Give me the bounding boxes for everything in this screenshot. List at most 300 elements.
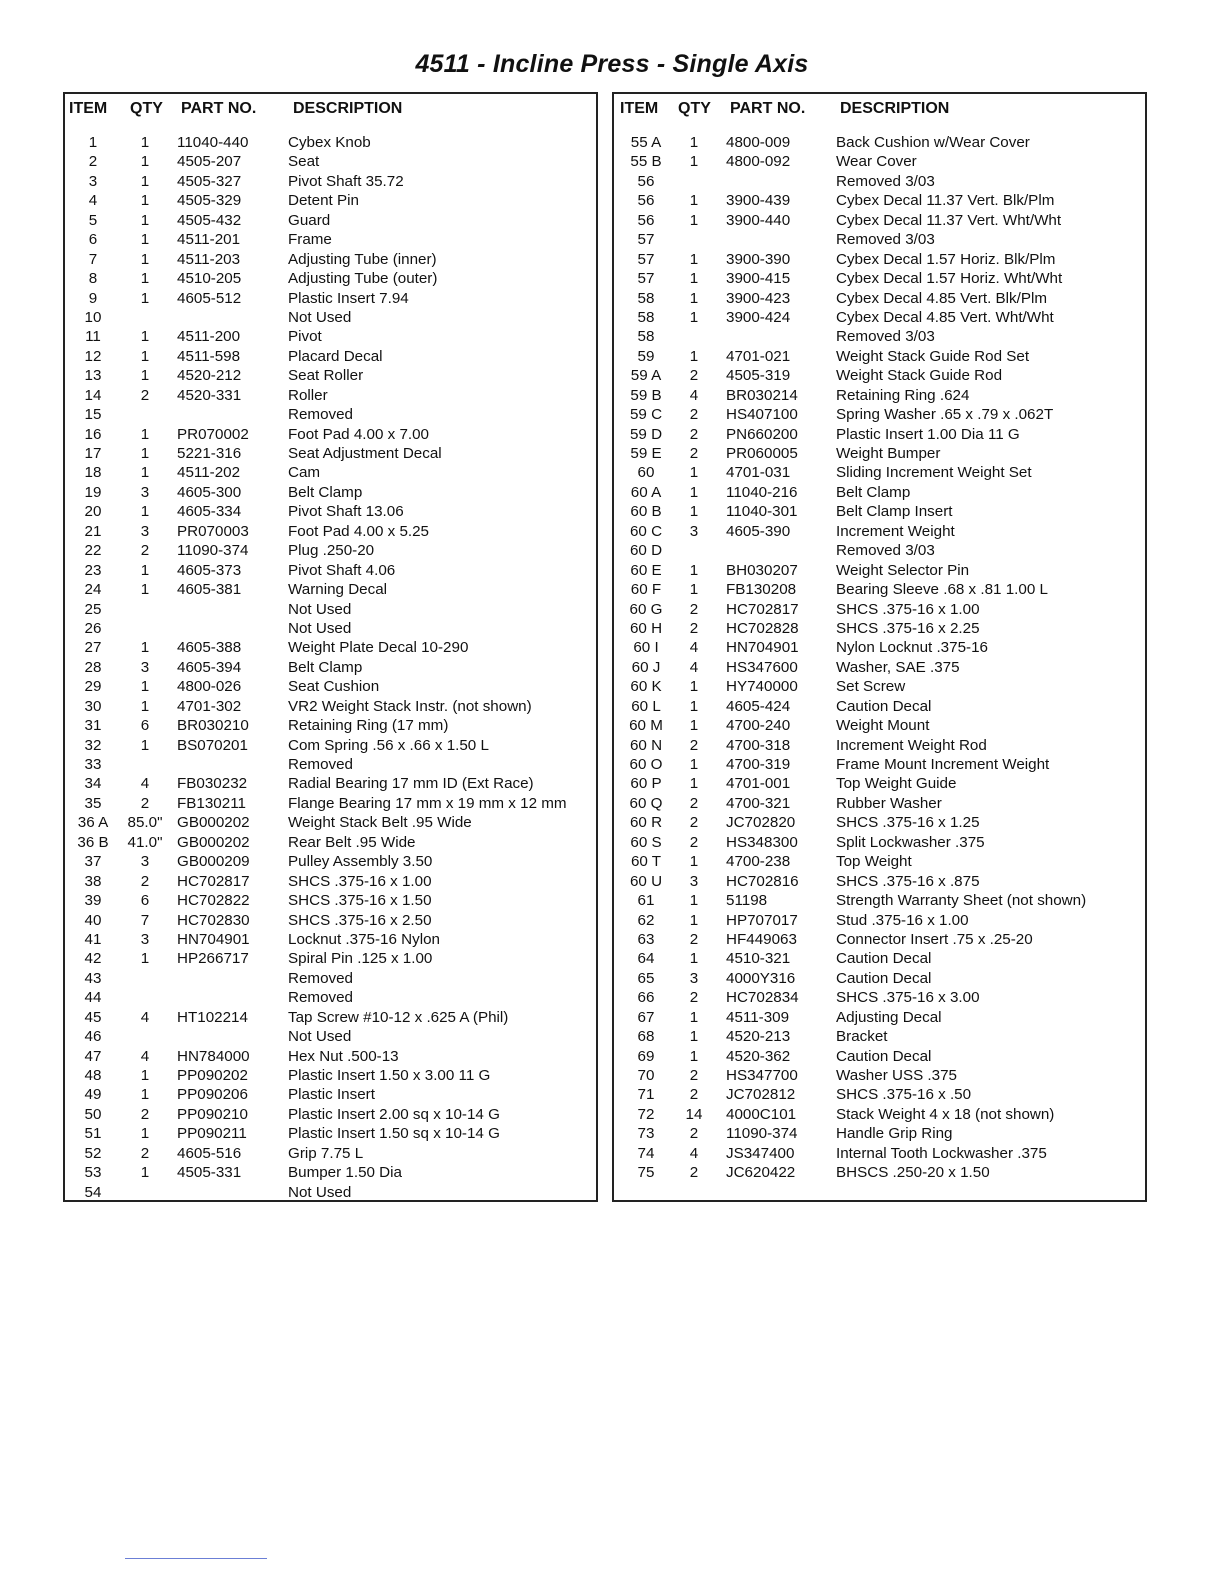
header-part-no: PART NO.	[730, 100, 806, 117]
table-row	[65, 444, 596, 463]
description-cell: Cam	[288, 464, 321, 482]
table-row	[614, 969, 1145, 988]
table-row	[65, 366, 596, 385]
description-cell: Seat Adjustment Decal	[288, 445, 442, 462]
item-cell: 59 A	[630, 367, 662, 385]
description-cell: SHCS .375-16 x 3.00	[836, 989, 980, 1007]
item-cell: 59 D	[629, 425, 663, 443]
part-no-cell: GB000202	[177, 814, 250, 832]
description-cell: Removed 3/03	[836, 542, 935, 560]
qty-cell: 1	[140, 367, 150, 385]
part-no-cell: HC702834	[726, 989, 799, 1007]
part-no-cell: 4605-300	[177, 483, 242, 501]
table-row	[614, 697, 1145, 716]
description-cell: SHCS .375-16 x 2.25	[836, 619, 980, 637]
qty-cell: 1	[689, 561, 699, 579]
description-cell: Internal Tooth Lockwasher .375	[836, 1144, 1047, 1162]
item-cell: 36 A	[77, 814, 109, 832]
table-row	[614, 133, 1145, 152]
item-cell: 40	[84, 911, 102, 929]
qty-cell: 1	[140, 1067, 150, 1084]
qty-cell: 3	[140, 853, 150, 871]
table-row	[65, 774, 596, 793]
description-cell: SHCS .375-16 x 1.25	[836, 814, 980, 832]
table-row	[614, 1124, 1145, 1143]
table-row	[614, 522, 1145, 541]
table-row	[65, 133, 596, 152]
item-cell: 4	[88, 192, 98, 210]
item-cell: 60 P	[630, 775, 662, 793]
item-cell: 60 R	[629, 814, 663, 832]
part-no-cell: 4700-318	[726, 736, 791, 754]
description-cell: Pivot	[288, 328, 322, 346]
item-cell: 8	[88, 270, 98, 288]
item-cell: 3	[88, 172, 98, 190]
qty-cell: 2	[689, 736, 699, 754]
item-cell: 61	[637, 892, 655, 910]
table-row	[614, 425, 1145, 444]
item-cell: 47	[84, 1047, 102, 1065]
item-cell: 11	[85, 328, 101, 346]
qty-cell: 2	[140, 386, 150, 404]
table-row	[65, 172, 596, 191]
part-no-cell: 4701-302	[177, 697, 242, 715]
table-row	[65, 541, 596, 560]
qty-cell: 4	[689, 1144, 699, 1162]
table-row	[65, 483, 596, 502]
qty-cell: 1	[689, 503, 699, 521]
description-cell: Washer, SAE .375	[836, 658, 960, 676]
part-no-cell: HC702817	[177, 872, 250, 890]
part-no-cell: 4701-031	[726, 464, 791, 482]
qty-cell: 2	[140, 1105, 150, 1123]
qty-cell: 1	[140, 192, 150, 210]
table-row	[614, 1047, 1145, 1066]
item-cell: 60 E	[630, 561, 662, 579]
qty-cell: 2	[689, 445, 699, 462]
part-no-cell: HN784000	[177, 1047, 250, 1065]
description-cell: Pivot Shaft 4.06	[288, 561, 396, 579]
part-no-cell: 4510-321	[726, 950, 791, 968]
part-no-cell: PP090211	[177, 1125, 247, 1143]
table-row	[65, 969, 596, 988]
part-no-cell: 4511-201	[177, 231, 241, 249]
qty-cell: 1	[140, 1086, 150, 1104]
qty-cell: 4	[689, 658, 699, 676]
table-row	[65, 1144, 596, 1163]
table-row	[614, 716, 1145, 735]
table-row	[614, 366, 1145, 385]
item-cell: 39	[84, 892, 102, 910]
table-body	[614, 133, 1145, 1183]
description-cell: Hex Nut .500-13	[288, 1047, 399, 1065]
qty-cell: 1	[689, 270, 699, 288]
qty-cell: 1	[689, 308, 699, 326]
table-row	[65, 561, 596, 580]
part-no-cell: 4605-334	[177, 503, 242, 521]
item-cell: 60 Q	[629, 794, 663, 812]
table-row	[614, 541, 1145, 560]
item-cell: 17	[84, 445, 102, 462]
qty-cell: 1	[689, 211, 699, 229]
header-item: ITEM	[69, 100, 108, 117]
table-row	[65, 852, 596, 871]
description-cell: Plastic Insert 7.94	[288, 289, 409, 307]
qty-cell: 3	[140, 522, 150, 540]
description-cell: Not Used	[288, 308, 352, 326]
qty-cell: 1	[140, 153, 150, 171]
part-no-cell: 3900-390	[726, 250, 791, 268]
item-cell: 59 E	[630, 445, 662, 462]
description-cell: SHCS .375-16 x 1.50	[288, 892, 432, 910]
item-cell: 56	[637, 211, 655, 229]
description-cell: Not Used	[288, 619, 352, 637]
item-cell: 7	[88, 250, 98, 268]
qty-cell: 1	[140, 736, 150, 754]
qty-cell: 1	[689, 775, 699, 793]
item-cell: 60 J	[631, 658, 661, 676]
table-row	[614, 852, 1145, 871]
item-cell: 46	[84, 1028, 102, 1046]
description-cell: Cybex Knob	[288, 134, 371, 151]
table-row	[65, 833, 596, 852]
table-row	[65, 522, 596, 541]
part-no-cell: 51198	[726, 892, 768, 910]
table-row	[614, 1105, 1145, 1124]
description-cell: Plastic Insert 2.00 sq x 10-14 G	[288, 1105, 500, 1123]
parts-table-right	[612, 92, 1147, 1202]
part-no-cell: HN704901	[726, 639, 799, 657]
qty-cell: 1	[140, 328, 150, 346]
description-cell: Caution Decal	[836, 697, 932, 715]
qty-cell: 1	[689, 1008, 699, 1026]
qty-cell: 2	[140, 794, 150, 812]
table-row	[65, 289, 596, 308]
qty-cell: 1	[689, 678, 699, 696]
part-no-cell: 11090-374	[177, 542, 249, 560]
table-row	[65, 638, 596, 657]
part-no-cell: 4700-321	[726, 794, 791, 812]
description-cell: Spring Washer .65 x .79 x .062T	[836, 406, 1054, 424]
item-cell: 2	[88, 153, 98, 171]
description-cell: Caution Decal	[836, 969, 932, 987]
qty-cell: 1	[140, 503, 150, 521]
part-no-cell: 4520-362	[726, 1047, 791, 1065]
description-cell: Cybex Decal 1.57 Horiz. Wht/Wht	[836, 270, 1063, 288]
description-cell: Not Used	[288, 600, 352, 618]
item-cell: 60 K	[630, 678, 662, 696]
item-cell: 60 C	[629, 522, 663, 540]
qty-cell: 3	[140, 658, 150, 676]
qty-cell: 1	[689, 950, 699, 968]
description-cell: Removed 3/03	[836, 172, 935, 190]
description-cell: Radial Bearing 17 mm ID (Ext Race)	[288, 775, 534, 793]
table-row	[65, 152, 596, 171]
description-cell: Spiral Pin .125 x 1.00	[288, 950, 433, 968]
item-cell: 71	[637, 1086, 655, 1104]
item-cell: 59	[637, 347, 655, 365]
qty-cell: 2	[689, 833, 699, 851]
qty-cell: 1	[689, 892, 699, 910]
qty-cell: 3	[140, 483, 150, 501]
qty-cell: 1	[140, 134, 150, 151]
description-cell: VR2 Weight Stack Instr. (not shown)	[288, 697, 532, 715]
part-no-cell: PR060005	[726, 445, 798, 462]
qty-cell: 1	[689, 134, 699, 151]
table-row	[65, 308, 596, 327]
part-no-cell: 11090-374	[726, 1125, 798, 1143]
part-no-cell: 4605-373	[177, 561, 242, 579]
qty-cell: 2	[689, 1086, 699, 1104]
header-description: DESCRIPTION	[293, 100, 403, 117]
table-row	[614, 172, 1145, 191]
table-row	[65, 736, 596, 755]
table-row	[614, 911, 1145, 930]
description-cell: SHCS .375-16 x .50	[836, 1086, 972, 1104]
qty-cell: 2	[689, 989, 699, 1007]
description-cell: Detent Pin	[288, 192, 359, 210]
part-no-cell: HT102214	[177, 1008, 248, 1026]
table-row	[65, 677, 596, 696]
item-cell: 24	[84, 581, 102, 599]
description-cell: SHCS .375-16 x 2.50	[288, 911, 432, 929]
part-no-cell: HC702817	[726, 600, 799, 618]
description-cell: Back Cushion w/Wear Cover	[836, 134, 1030, 151]
part-no-cell: 4505-319	[726, 367, 791, 385]
part-no-cell: JC702820	[726, 814, 796, 832]
item-cell: 14	[84, 386, 102, 404]
qty-cell: 4	[689, 386, 699, 404]
item-cell: 68	[637, 1028, 655, 1046]
table-row	[614, 755, 1145, 774]
table-row	[614, 463, 1145, 482]
qty-cell: 2	[689, 1125, 699, 1143]
description-cell: Plug .250-20	[288, 542, 375, 560]
item-cell: 23	[84, 561, 102, 579]
qty-cell: 4	[140, 1008, 150, 1026]
qty-cell: 2	[140, 542, 150, 560]
table-row	[614, 1027, 1145, 1046]
description-cell: Weight Stack Guide Rod Set	[836, 347, 1030, 365]
table-row	[65, 1066, 596, 1085]
description-cell: Placard Decal	[288, 347, 383, 365]
qty-cell: 2	[689, 794, 699, 812]
item-cell: 19	[84, 483, 102, 501]
description-cell: Weight Stack Guide Rod	[836, 367, 1003, 385]
part-no-cell: 3900-415	[726, 270, 791, 288]
table-row	[614, 658, 1145, 677]
qty-cell: 3	[689, 969, 699, 987]
part-no-cell: PR070003	[177, 522, 249, 540]
header-item: ITEM	[620, 100, 659, 117]
description-cell: Pulley Assembly 3.50	[288, 853, 433, 871]
description-cell: Belt Clamp	[288, 658, 363, 676]
description-cell: BHSCS .250-20 x 1.50	[836, 1164, 990, 1182]
part-no-cell: 4605-390	[726, 522, 791, 540]
part-no-cell: 4700-319	[726, 756, 791, 773]
qty-cell: 3	[689, 522, 699, 540]
qty-cell: 1	[689, 250, 699, 268]
item-cell: 21	[84, 522, 102, 540]
table-row	[65, 697, 596, 716]
part-no-cell: PR070002	[177, 425, 249, 443]
description-cell: Not Used	[288, 1028, 352, 1046]
description-cell: Weight Bumper	[836, 445, 941, 462]
footer-divider	[125, 1558, 267, 1559]
part-no-cell: 11040-216	[726, 483, 798, 501]
qty-cell: 2	[689, 619, 699, 637]
part-no-cell: HP707017	[726, 911, 798, 929]
description-cell: Removed 3/03	[836, 328, 935, 346]
part-no-cell: 4800-026	[177, 678, 242, 696]
part-no-cell: 4605-394	[177, 658, 242, 676]
qty-cell: 1	[140, 172, 150, 190]
item-cell: 60 S	[630, 833, 662, 851]
table-row	[614, 191, 1145, 210]
table-row	[65, 716, 596, 735]
header-qty: QTY	[130, 100, 163, 117]
part-no-cell: HS347700	[726, 1067, 798, 1084]
item-cell: 70	[637, 1067, 655, 1084]
table-row	[65, 949, 596, 968]
item-cell: 52	[84, 1144, 102, 1162]
part-no-cell: 4510-205	[177, 270, 242, 288]
qty-cell: 1	[140, 678, 150, 696]
table-row	[614, 774, 1145, 793]
table-row	[614, 736, 1145, 755]
item-cell: 58	[637, 308, 655, 326]
part-no-cell: 4511-200	[177, 328, 241, 346]
description-cell: SHCS .375-16 x 1.00	[288, 872, 432, 890]
part-no-cell: BH030207	[726, 561, 798, 579]
description-cell: Strength Warranty Sheet (not shown)	[836, 892, 1087, 910]
description-cell: Pivot Shaft 13.06	[288, 503, 404, 521]
table-row	[65, 755, 596, 774]
table-row	[614, 347, 1145, 366]
description-cell: Retaining Ring (17 mm)	[288, 717, 449, 735]
description-cell: Seat	[288, 153, 320, 171]
part-no-cell: 11040-301	[726, 503, 798, 521]
qty-cell: 1	[689, 1047, 699, 1065]
item-cell: 60 I	[633, 639, 659, 657]
part-no-cell: 4701-021	[726, 347, 791, 365]
item-cell: 10	[84, 308, 102, 326]
qty-cell: 1	[689, 192, 699, 210]
part-no-cell: 3900-440	[726, 211, 791, 229]
description-cell: Tap Screw #10-12 x .625 A (Phil)	[288, 1008, 509, 1026]
page-title: 4511 - Incline Press - Single Axis	[415, 50, 809, 78]
table-row	[614, 1144, 1145, 1163]
description-cell: Cybex Decal 11.37 Vert. Blk/Plm	[836, 192, 1055, 210]
description-cell: Locknut .375-16 Nylon	[288, 930, 440, 948]
table-row	[614, 833, 1145, 852]
item-cell: 27	[84, 639, 102, 657]
part-no-cell: BR030210	[177, 717, 249, 735]
item-cell: 1	[88, 134, 98, 151]
qty-cell: 1	[140, 347, 150, 365]
item-cell: 48	[84, 1067, 102, 1084]
description-cell: Foot Pad 4.00 x 5.25	[288, 522, 430, 540]
table-row	[65, 911, 596, 930]
part-no-cell: HC702830	[177, 911, 250, 929]
part-no-cell: 4511-309	[726, 1008, 790, 1026]
item-cell: 50	[84, 1105, 102, 1123]
table-row	[614, 386, 1145, 405]
description-cell: Top Weight	[836, 853, 912, 871]
table-row	[614, 619, 1145, 638]
table-row	[614, 794, 1145, 813]
table-row	[65, 230, 596, 249]
description-cell: Removed 3/03	[836, 231, 935, 249]
item-cell: 31	[84, 717, 102, 735]
table-row	[614, 891, 1145, 910]
parts-table-left	[63, 92, 598, 1202]
description-cell: Not Used	[288, 1183, 352, 1201]
part-no-cell: FB130208	[726, 581, 797, 599]
table-row	[65, 405, 596, 424]
description-cell: Set Screw	[836, 678, 906, 696]
qty-cell: 4	[689, 639, 699, 657]
description-cell: Rubber Washer	[836, 794, 942, 812]
table-row	[65, 1163, 596, 1182]
table-row	[614, 152, 1145, 171]
qty-cell: 2	[689, 1164, 699, 1182]
qty-cell: 7	[140, 911, 150, 929]
qty-cell: 14	[685, 1105, 703, 1123]
item-cell: 59 C	[629, 406, 663, 424]
part-no-cell: GB000209	[177, 853, 250, 871]
item-cell: 58	[637, 289, 655, 307]
description-cell: Weight Stack Belt .95 Wide	[288, 814, 472, 832]
qty-cell: 3	[689, 872, 699, 890]
table-row	[614, 289, 1145, 308]
part-no-cell: 4511-203	[177, 250, 241, 268]
item-cell: 65	[637, 969, 655, 987]
description-cell: Removed	[288, 969, 353, 987]
qty-cell: 1	[140, 231, 150, 249]
table-row	[65, 580, 596, 599]
item-cell: 34	[84, 775, 102, 793]
item-cell: 33	[84, 756, 102, 773]
table-row	[65, 502, 596, 521]
table-row	[65, 1183, 596, 1202]
qty-cell: 4	[140, 1047, 150, 1065]
table-row	[614, 988, 1145, 1007]
description-cell: Roller	[288, 386, 328, 404]
part-no-cell: 3900-439	[726, 192, 791, 210]
part-no-cell: HY740000	[726, 678, 798, 696]
description-cell: Plastic Insert 1.50 x 3.00 11 G	[288, 1067, 491, 1084]
table-row	[65, 211, 596, 230]
description-cell: Adjusting Decal	[836, 1008, 942, 1026]
qty-cell: 1	[140, 250, 150, 268]
qty-cell: 1	[140, 1125, 150, 1143]
item-cell: 5	[88, 211, 98, 229]
part-no-cell: 4520-212	[177, 367, 242, 385]
description-cell: Bumper 1.50 Dia	[288, 1164, 402, 1182]
item-cell: 37	[84, 853, 102, 871]
description-cell: Seat Cushion	[288, 678, 380, 696]
qty-cell: 2	[689, 367, 699, 385]
item-cell: 63	[637, 930, 655, 948]
item-cell: 45	[84, 1008, 102, 1026]
item-cell: 51	[84, 1125, 102, 1143]
table-row	[65, 327, 596, 346]
part-no-cell: PP090202	[177, 1067, 248, 1084]
description-cell: Cybex Decal 1.57 Horiz. Blk/Plm	[836, 250, 1056, 268]
description-cell: Removed	[288, 406, 353, 424]
table-row	[65, 891, 596, 910]
